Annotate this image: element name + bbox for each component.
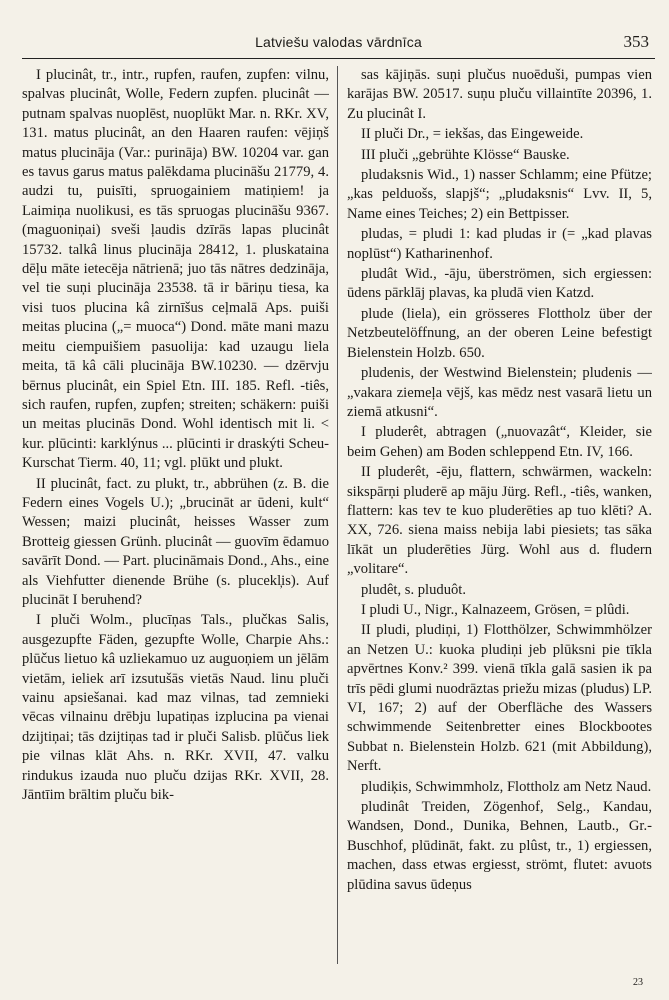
dictionary-entry: III pluči „gebrühte Klösse“ Bauske. xyxy=(361,146,570,163)
dictionary-entry: pludêt, s. pluduôt. xyxy=(361,581,466,598)
dictionary-entry: II pluderêt, -ēju, flattern, schwärmen, wackeln: sikspārņi pluderē ap māju Jürg. Refl., -tiês, wanken, flattern: kas tev te kuo pluderēties ap tuo klēti? A. XX, 726. siena maiss nebija labi piesiets; tas sāka līkāt un pluderēties Jürg. Wohl aus d. fludern „volitare“. xyxy=(347,464,652,578)
running-title: Latviešu valodas vārdnīca xyxy=(255,34,422,50)
dictionary-entry: pludenis, der Westwind Bielenstein; pludenis — „vakara ziemeļa vējš, kas mēdz nest vasarā lietu un ziemā atkusni“. xyxy=(347,365,652,420)
dictionary-entry: sas kājiņās. suņi plučus nuoēduši, pumpas vien karājas BW. 20517. suņu pluču villaintīte 20396, 1. Zu plucinât I. xyxy=(347,67,652,122)
dictionary-entry: II plucinât, fact. zu plukt, tr., abbrühen (z. B. die Federn eines Vogels U.); „brucināt ar ūdeni, kult“ Wessen; maizi plucinât, heisses Wasser zum Brotteig giessen Grünh. plucinât — guovīm ēdamuo savārīt Dond. — Part. plucināmais Dond., Ahs., eine als Viehfutter dienende Brühe (s. plucekl̦is). Auf plucināt I beruhend? xyxy=(22,475,329,608)
right-column xyxy=(347,66,652,964)
dictionary-entry: pludinât Treiden, Zögenhof, Selg., Kandau, Wandsen, Dond., Dunika, Behnen, Lautb., Gr.-Buschhof, plūdināt, fakt. zu plûst, tr., 1) ergiessen, machen, dass etwas ergiesst, strömt, flutet: avuots plūdina savus ūdeņus xyxy=(347,799,652,893)
dictionary-entry: pludât Wid., -āju, überströmen, sich ergiessen: ūdens pārklāj plavas, ka pludā vien Katzd. xyxy=(347,266,652,302)
dictionary-entry: I pluderêt, abtragen („nuovazât“, Kleider, sie beim Gehen) am Boden schleppend Etn. IV, 166. xyxy=(347,424,652,460)
dictionary-entry: pludas, = pludi 1: kad pludas ir (= „kad plavas noplūst“) Katharinenhof. xyxy=(347,226,652,262)
page-number: 353 xyxy=(623,32,649,51)
dictionary-entry: I pludi U., Nigr., Kalnazeem, Grösen, = plûdi. xyxy=(361,601,630,618)
dictionary-entry: pludiķis, Schwimmholz, Flottholz am Netz Naud. xyxy=(361,778,652,795)
dictionary-entry: I pluči Wolm., plucīņas Tals., plučkas Salis, ausgezupfte Fäden, gezupfte Wolle, Charpie Ahs.: plūčus lietuo kâ uzliekamuo uz auguoņiem un jēlām vietām, ieliek arī izsutušās vietās Naud. linu pluči vainu apsiešanai. kad maz vilnas, tad zemnieki vēcas vilnainu drēbju lupatiņas izplucina pa vienai dzijtiņai; tās dzijtiņas tad ir pluči Salisb. plūčus liek pie vilnas klāt Ahs. n. RKr. XVII, 47. valku rindukus izauda nuo pluču dzijas RKr. XVII, 28. Jāntīim brāltim pluču bik- xyxy=(22,612,329,804)
dictionary-entry: I plucinât, tr., intr., rupfen, raufen, zupfen: vilnu, spalvas plucinât, Wolle, Federn zupfen. plucinât — putnam spalvas nuoplēst, nuoplūkt Mar. n. RKr. XV, 131. matus plucinât, an den Haaren raufen: vējiņš matus plucināja (Var.: purināja) BW. 10204 var. gan es tavus garus matus palēkdama plucināšu 21779, 4. audzi tu, puisīti, spruogainiem matiņiem! ja Laimiņa nuolikusi, es tās spruogas plucināšu 9367. (maguoniņai) sveši ļaudis dzīrās lapas plucinât 15732. talkâ linus plucināja 28412, 1. pluskatainа dēļu māte ietecēja nātrienā; juo tās nātres dedzināja, vel tie suņi plucināja 23538. tā ir bāriņu tiesa, ka visi tuos plucina kâ zirnīšus ceļmalā Aps. puiši meitas plucina („= muoca“) Dond. māte mani mazu meitu ciempuišiem pasuolija: kad uzaugu liela meita, tā kâ cāli plucināja BW.10230. — dzērvju bērnus plucinât, ein Spiel Etn. III. 185. Refl. -tiês, sich raufen, rupfen, zupfen; streiten; schäkern: puiši un meitas plucinās Dond. Wohl identisch mit li. < kur. plūcinti: karklýnus ... plūcinti ir draskýti Scheu-Kurschat Tierm. 40, 11; vgl. plūkt und plukt. xyxy=(22,67,329,472)
left-column xyxy=(22,66,329,964)
page-header xyxy=(22,30,655,59)
printer-signature: 23 xyxy=(633,977,643,988)
column-divider xyxy=(337,66,338,964)
dictionary-entry: plude (liela), ein grösseres Flottholz über der Netzbeutelöffnung, an der oberen Leine befestigt Bielenstein Holzb. 650. xyxy=(347,305,652,361)
dictionary-entry: pludaksnis Wid., 1) nasser Schlamm; eine Pfütze; „kas pelduošs, slapjš“; „pludaksnis“ Lvv. II, 5, Name eines Teiches; 2) ein Bettpisser. xyxy=(347,167,652,222)
dictionary-entry: II pludi, pludiņi, 1) Flotthölzer, Schwimmhölzer an Netzen U.: kuoka pludiņi jeb plūksni pie tīkla apvērtnes Konv.² 399. vienā tīkla galā sasien ik pa trīs pēdi glumi nuodrāztas priežu mizas (pludus) LP. VI, 167; 2) auf der Oberfläche des Wassers schwimmende Seitenbretter eines Blockbootes Subbat n. Bielenstein Holzb. 621 (mit Abbildung), Nerft. xyxy=(347,622,652,775)
dictionary-entry: II pluči Dr., = iekšas, das Eingeweide. xyxy=(361,126,584,143)
